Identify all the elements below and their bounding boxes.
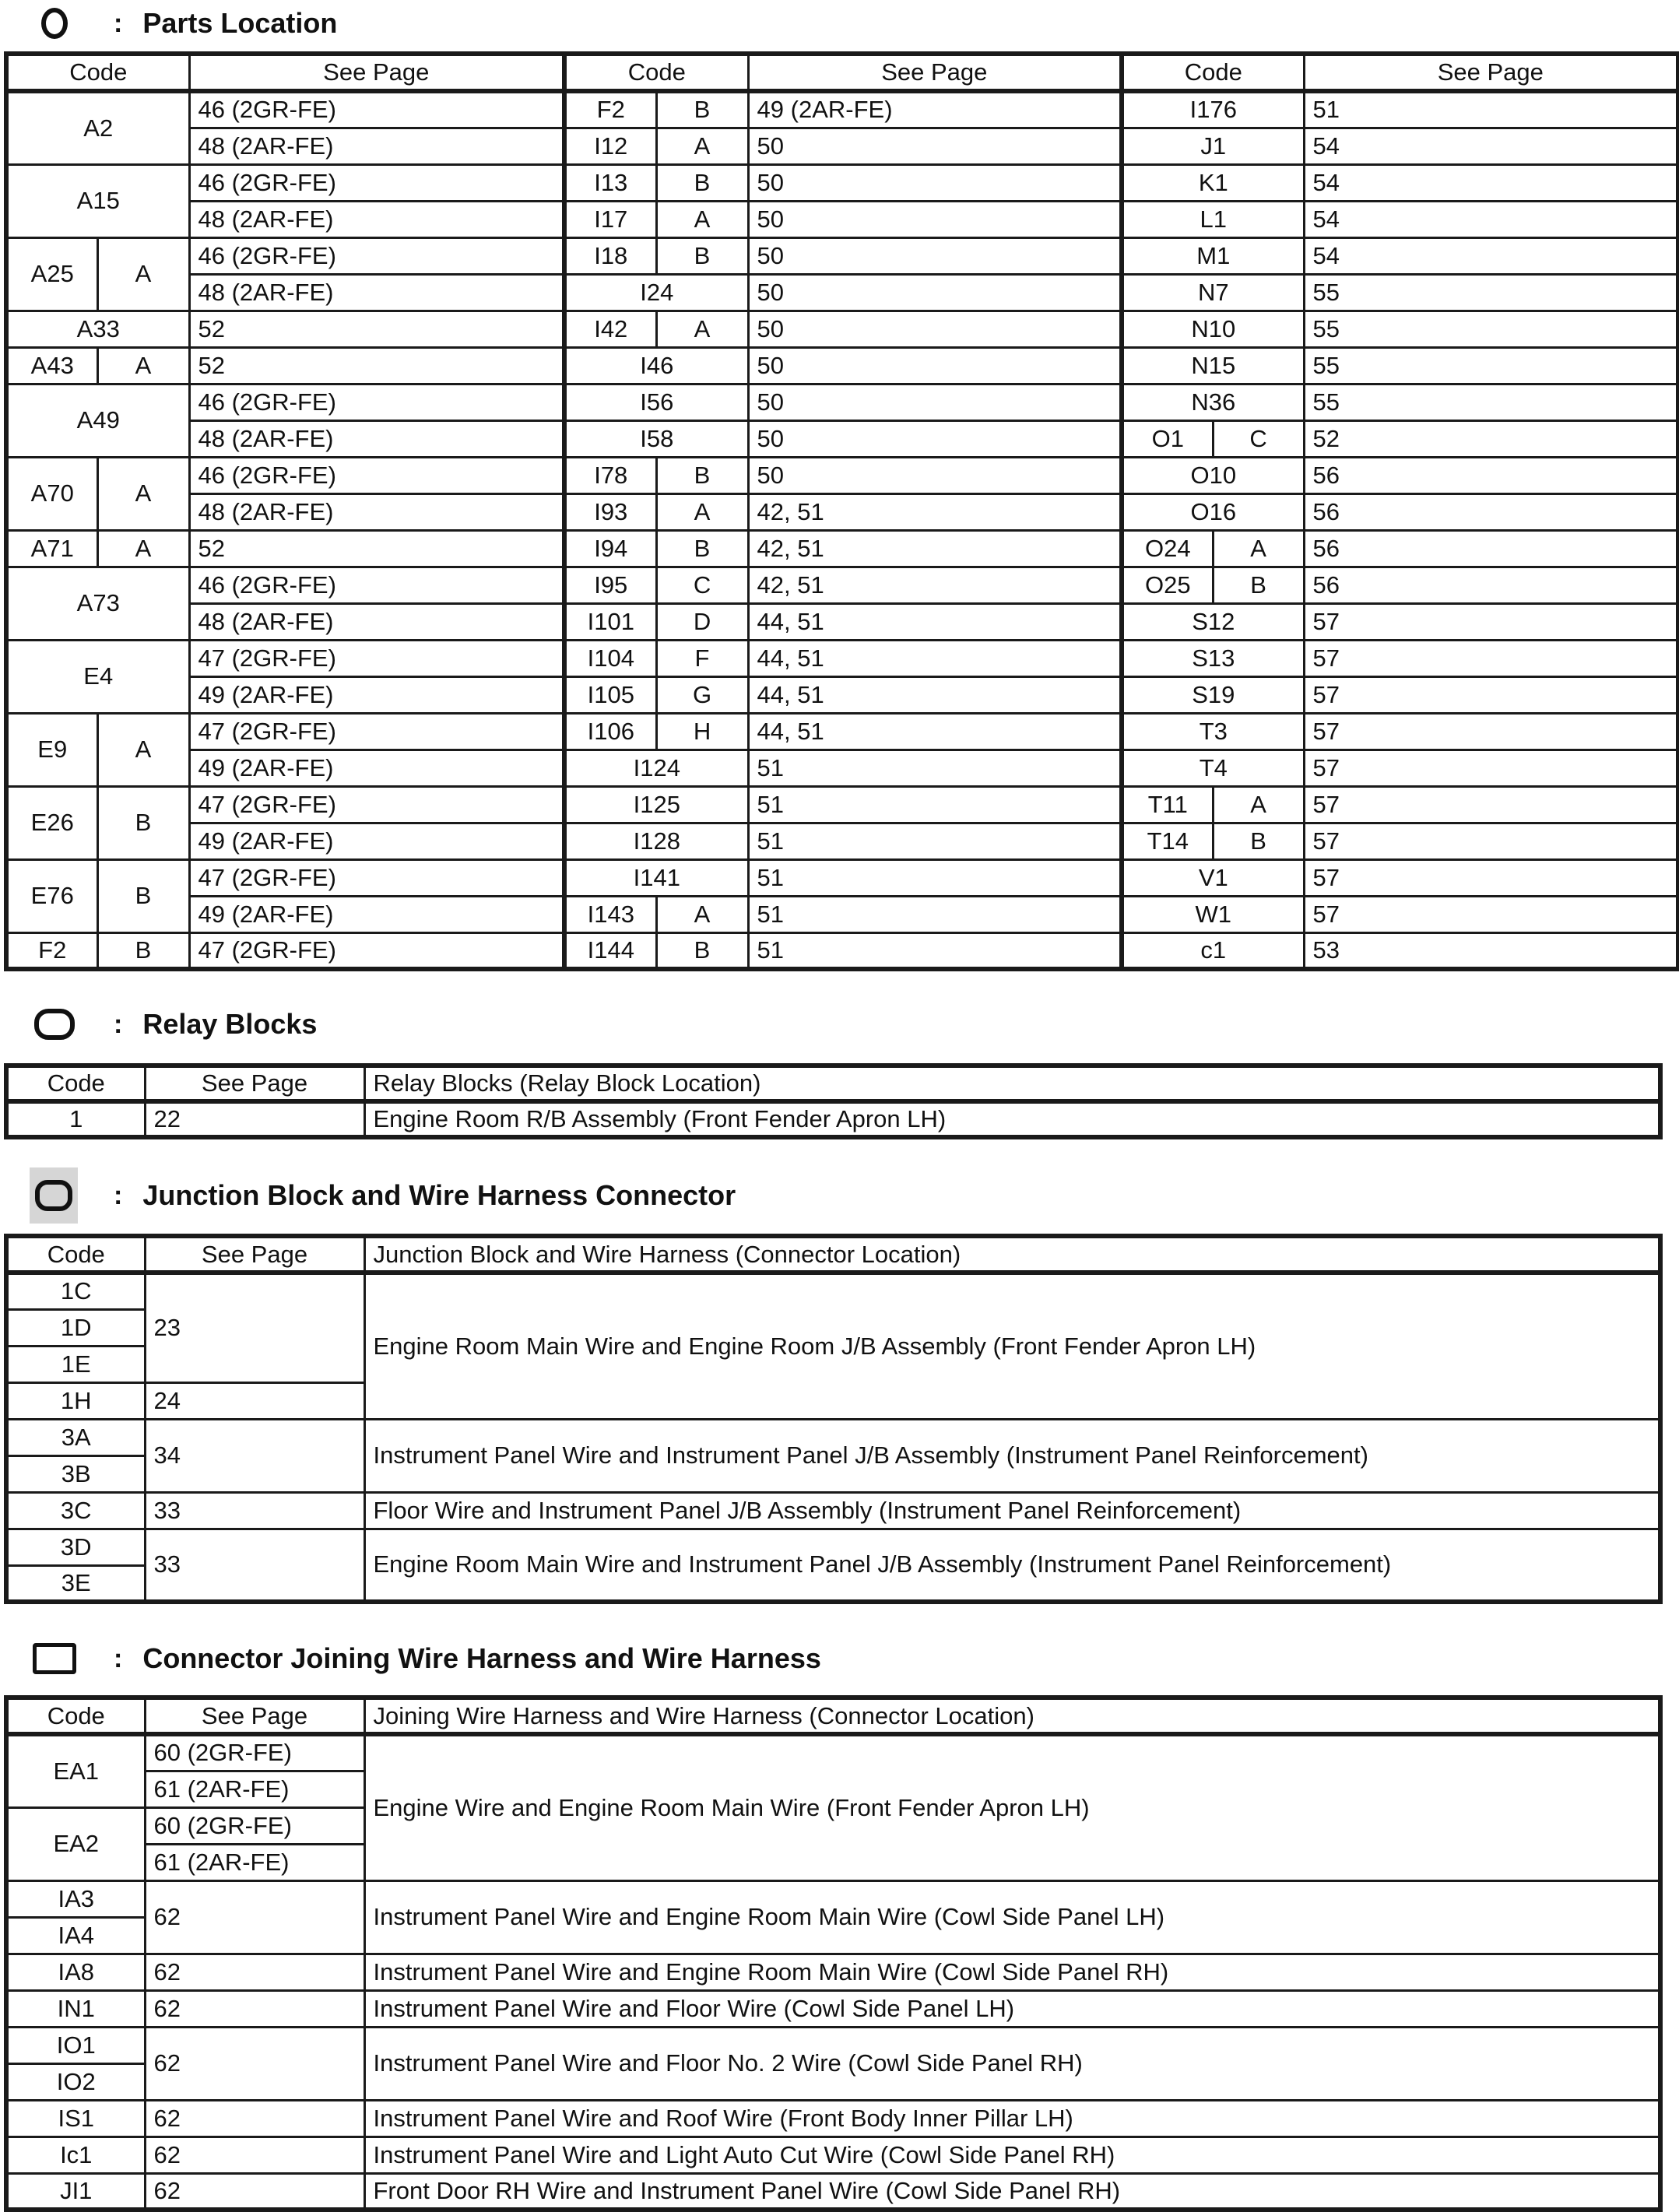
table-row: [6, 274, 1678, 311]
page-cell: 44, 51: [748, 603, 1122, 640]
code-cell: I93: [564, 493, 656, 530]
code-cell: S13: [1122, 640, 1304, 676]
connector-suffix-cell: B: [97, 932, 189, 969]
page-cell: 42, 51: [748, 530, 1122, 567]
page-cell: 62: [145, 2137, 364, 2173]
code-cell: I101: [564, 603, 656, 640]
circle-icon: [31, 2, 78, 45]
code-cell: 1E: [6, 1346, 145, 1382]
page-cell: 46 (2GR-FE): [189, 91, 564, 128]
connector-suffix-cell: A: [1213, 786, 1304, 823]
connector-suffix-cell: B: [656, 164, 748, 201]
code-cell: I95: [564, 567, 656, 603]
page-cell: 50: [748, 237, 1122, 274]
page-cell: 44, 51: [748, 640, 1122, 676]
page-cell: 56: [1304, 567, 1678, 603]
section-title: Connector Joining Wire Harness and Wire Harness: [142, 1642, 821, 1674]
table-row: [6, 347, 1678, 384]
page-cell: 57: [1304, 786, 1678, 823]
connector-suffix-cell: A: [97, 457, 189, 530]
code-cell: I125: [564, 786, 748, 823]
code-cell: A43: [6, 347, 97, 384]
code-cell: S19: [1122, 676, 1304, 713]
code-cell: O10: [1122, 457, 1304, 493]
page-cell: 33: [145, 1529, 364, 1602]
connector-suffix-cell: F: [656, 640, 748, 676]
code-cell: 3E: [6, 1565, 145, 1602]
junction-block-table: [4, 1234, 1663, 1604]
page-cell: 52: [189, 311, 564, 347]
connector-suffix-cell: A: [97, 713, 189, 786]
connector-suffix-cell: B: [656, 91, 748, 128]
page-cell: 50: [748, 201, 1122, 237]
code-cell: F2: [564, 91, 656, 128]
connector-suffix-cell: H: [656, 713, 748, 750]
connector-suffix-cell: A: [656, 201, 748, 237]
parts-location-heading: [31, 2, 337, 45]
connector-suffix-cell: B: [97, 786, 189, 859]
page-cell: 42, 51: [748, 567, 1122, 603]
code-cell: IO2: [6, 2063, 145, 2100]
page-cell: 55: [1304, 274, 1678, 311]
table-row: [6, 1990, 1660, 2027]
connector-suffix-cell: A: [97, 237, 189, 311]
page-cell: 57: [1304, 603, 1678, 640]
rounded-rect-icon: [31, 1002, 78, 1046]
page-cell: 50: [748, 347, 1122, 384]
location-cell: Instrument Panel Wire and Instrument Panel J/B Assembly (Instrument Panel Reinforcement): [364, 1419, 1660, 1492]
code-cell: A70: [6, 457, 97, 530]
page-cell: 60 (2GR-FE): [145, 1807, 364, 1844]
page-cell: 50: [748, 164, 1122, 201]
section-title: Parts Location: [142, 7, 338, 39]
col-header-code: Code: [1122, 54, 1304, 91]
connector-suffix-cell: A: [656, 311, 748, 347]
code-cell: I176: [1122, 91, 1304, 128]
page-cell: 49 (2AR-FE): [189, 896, 564, 932]
code-cell: 3B: [6, 1455, 145, 1492]
page-cell: 46 (2GR-FE): [189, 567, 564, 603]
col-header-see-page: See Page: [189, 54, 564, 91]
code-cell: O24: [1122, 530, 1213, 567]
page-cell: 57: [1304, 823, 1678, 859]
connector-suffix-cell: D: [656, 603, 748, 640]
col-header-see-page: See Page: [145, 1698, 364, 1734]
code-cell: EA1: [6, 1734, 145, 1807]
code-cell: A15: [6, 164, 189, 237]
page-cell: 47 (2GR-FE): [189, 932, 564, 969]
parts-location-table: [4, 51, 1679, 971]
col-header-see-page: See Page: [145, 1236, 364, 1273]
page-cell: 48 (2AR-FE): [189, 603, 564, 640]
code-cell: E4: [6, 640, 189, 713]
table-row: [6, 1419, 1660, 1455]
page-cell: 51: [748, 859, 1122, 896]
code-cell: I78: [564, 457, 656, 493]
page-cell: 52: [1304, 420, 1678, 457]
section-title: Junction Block and Wire Harness Connector: [142, 1179, 736, 1211]
page-cell: 42, 51: [748, 493, 1122, 530]
code-cell: S12: [1122, 603, 1304, 640]
code-cell: E9: [6, 713, 97, 786]
connector-suffix-cell: A: [656, 493, 748, 530]
page-cell: 54: [1304, 201, 1678, 237]
page-cell: 46 (2GR-FE): [189, 237, 564, 274]
page-cell: 57: [1304, 713, 1678, 750]
code-cell: I104: [564, 640, 656, 676]
page-cell: 54: [1304, 128, 1678, 164]
connector-suffix-cell: B: [656, 237, 748, 274]
junction-block-heading: [31, 1174, 736, 1217]
connector-suffix-cell: C: [656, 567, 748, 603]
page-cell: 50: [748, 457, 1122, 493]
page-cell: 49 (2AR-FE): [189, 750, 564, 786]
code-cell: JI1: [6, 2173, 145, 2210]
page-cell: 44, 51: [748, 713, 1122, 750]
code-cell: E26: [6, 786, 97, 859]
table-row: [6, 713, 1678, 750]
code-cell: I105: [564, 676, 656, 713]
connector-suffix-cell: B: [656, 530, 748, 567]
code-cell: N10: [1122, 311, 1304, 347]
code-cell: IA8: [6, 1954, 145, 1990]
page-cell: 56: [1304, 493, 1678, 530]
code-cell: K1: [1122, 164, 1304, 201]
code-cell: N36: [1122, 384, 1304, 420]
page-cell: 47 (2GR-FE): [189, 859, 564, 896]
table-row: [6, 311, 1678, 347]
page-cell: 60 (2GR-FE): [145, 1734, 364, 1771]
page-cell: 50: [748, 128, 1122, 164]
col-header-code: Code: [6, 1236, 145, 1273]
col-header-location: Junction Block and Wire Harness (Connector Location): [364, 1236, 1660, 1273]
table-row: [6, 567, 1678, 603]
table-row: [6, 128, 1678, 164]
table-row: [6, 1101, 1660, 1137]
code-cell: I144: [564, 932, 656, 969]
code-cell: IS1: [6, 2100, 145, 2137]
page-cell: 54: [1304, 237, 1678, 274]
page-cell: 48 (2AR-FE): [189, 274, 564, 311]
code-cell: I124: [564, 750, 748, 786]
page-cell: 49 (2AR-FE): [189, 823, 564, 859]
code-cell: I13: [564, 164, 656, 201]
connector-suffix-cell: A: [656, 896, 748, 932]
connector-suffix-cell: A: [1213, 530, 1304, 567]
table-row: [6, 859, 1678, 896]
code-cell: IA3: [6, 1880, 145, 1917]
page-cell: 55: [1304, 311, 1678, 347]
page-cell: 57: [1304, 640, 1678, 676]
page-cell: 55: [1304, 347, 1678, 384]
code-cell: F2: [6, 932, 97, 969]
code-cell: IA4: [6, 1917, 145, 1954]
page-cell: 48 (2AR-FE): [189, 420, 564, 457]
page-cell: 48 (2AR-FE): [189, 493, 564, 530]
code-cell: 1: [6, 1101, 145, 1137]
table-row: [6, 1734, 1660, 1771]
relay-blocks-table: [4, 1063, 1663, 1139]
page-cell: 44, 51: [748, 676, 1122, 713]
code-cell: A49: [6, 384, 189, 457]
table-row: [6, 896, 1678, 932]
page-cell: 49 (2AR-FE): [748, 91, 1122, 128]
page-cell: 22: [145, 1101, 364, 1137]
page-cell: 62: [145, 1880, 364, 1954]
code-cell: O25: [1122, 567, 1213, 603]
table-row: [6, 91, 1678, 128]
page-cell: 33: [145, 1492, 364, 1529]
location-cell: Instrument Panel Wire and Engine Room Main Wire (Cowl Side Panel RH): [364, 1954, 1660, 1990]
page-cell: 51: [748, 786, 1122, 823]
code-cell: A2: [6, 91, 189, 164]
code-cell: I42: [564, 311, 656, 347]
table-row: [6, 1492, 1660, 1529]
col-header-see-page: See Page: [145, 1066, 364, 1101]
page-cell: 61 (2AR-FE): [145, 1771, 364, 1807]
code-cell: L1: [1122, 201, 1304, 237]
table-row: [6, 420, 1678, 457]
page-cell: 46 (2GR-FE): [189, 457, 564, 493]
page-cell: 57: [1304, 750, 1678, 786]
table-row: [6, 2100, 1660, 2137]
location-cell: Front Door RH Wire and Instrument Panel Wire (Cowl Side Panel RH): [364, 2173, 1660, 2210]
code-cell: T3: [1122, 713, 1304, 750]
page-cell: 34: [145, 1419, 364, 1492]
connector-suffix-cell: B: [656, 932, 748, 969]
code-cell: I94: [564, 530, 656, 567]
square-icon: [31, 1637, 78, 1680]
code-cell: Ic1: [6, 2137, 145, 2173]
location-cell: Instrument Panel Wire and Engine Room Main Wire (Cowl Side Panel LH): [364, 1880, 1660, 1954]
page-cell: 62: [145, 1954, 364, 1990]
table-row: [6, 603, 1678, 640]
table-row: [6, 530, 1678, 567]
page-cell: 54: [1304, 164, 1678, 201]
page-cell: 52: [189, 530, 564, 567]
table-row: [6, 1529, 1660, 1565]
section-title: Relay Blocks: [142, 1008, 318, 1040]
page-cell: 47 (2GR-FE): [189, 786, 564, 823]
code-cell: M1: [1122, 237, 1304, 274]
code-cell: J1: [1122, 128, 1304, 164]
location-cell: Instrument Panel Wire and Light Auto Cut Wire (Cowl Side Panel RH): [364, 2137, 1660, 2173]
page-cell: 46 (2GR-FE): [189, 164, 564, 201]
code-cell: A71: [6, 530, 97, 567]
connector-joining-heading: [31, 1637, 821, 1680]
table-row: [6, 823, 1678, 859]
col-header-location: Relay Blocks (Relay Block Location): [364, 1066, 1660, 1101]
connector-joining-table: [4, 1695, 1663, 2212]
col-header-location: Joining Wire Harness and Wire Harness (Connector Location): [364, 1698, 1660, 1734]
table-row: [6, 1273, 1660, 1309]
code-cell: I17: [564, 201, 656, 237]
code-cell: I56: [564, 384, 748, 420]
page-cell: 53: [1304, 932, 1678, 969]
table-row: [6, 2173, 1660, 2210]
code-cell: A73: [6, 567, 189, 640]
code-cell: 1C: [6, 1273, 145, 1309]
relay-blocks-heading: [31, 1002, 317, 1046]
location-cell: Floor Wire and Instrument Panel J/B Assembly (Instrument Panel Reinforcement): [364, 1492, 1660, 1529]
code-cell: O1: [1122, 420, 1213, 457]
connector-suffix-cell: A: [656, 128, 748, 164]
connector-suffix-cell: B: [1213, 823, 1304, 859]
page-cell: 55: [1304, 384, 1678, 420]
code-cell: T11: [1122, 786, 1213, 823]
code-cell: I106: [564, 713, 656, 750]
heading-colon: :: [114, 1009, 123, 1039]
page-cell: 62: [145, 2100, 364, 2137]
page-cell: 50: [748, 311, 1122, 347]
code-cell: E76: [6, 859, 97, 932]
col-header-see-page: See Page: [748, 54, 1122, 91]
connector-suffix-cell: A: [97, 347, 189, 384]
table-row: [6, 164, 1678, 201]
page-cell: 51: [748, 932, 1122, 969]
page-cell: 49 (2AR-FE): [189, 676, 564, 713]
col-header-code: Code: [6, 1698, 145, 1734]
page-cell: 62: [145, 2027, 364, 2100]
code-cell: 3A: [6, 1419, 145, 1455]
code-cell: I12: [564, 128, 656, 164]
connector-suffix-cell: B: [97, 859, 189, 932]
connector-suffix-cell: C: [1213, 420, 1304, 457]
heading-colon: :: [114, 1643, 123, 1673]
table-row: [6, 457, 1678, 493]
page-cell: 51: [1304, 91, 1678, 128]
code-cell: I128: [564, 823, 748, 859]
page-cell: 51: [748, 750, 1122, 786]
table-row: [6, 237, 1678, 274]
code-cell: N15: [1122, 347, 1304, 384]
heading-colon: :: [114, 1180, 123, 1210]
code-cell: A25: [6, 237, 97, 311]
page-cell: 57: [1304, 859, 1678, 896]
page-cell: 57: [1304, 896, 1678, 932]
page-cell: 47 (2GR-FE): [189, 640, 564, 676]
table-row: [6, 750, 1678, 786]
table-row: [6, 786, 1678, 823]
location-cell: Engine Room Main Wire and Engine Room J/B Assembly (Front Fender Apron LH): [364, 1273, 1660, 1419]
code-cell: I18: [564, 237, 656, 274]
page-cell: 50: [748, 420, 1122, 457]
code-cell: O16: [1122, 493, 1304, 530]
page-cell: 47 (2GR-FE): [189, 713, 564, 750]
page-cell: 48 (2AR-FE): [189, 201, 564, 237]
page-cell: 23: [145, 1273, 364, 1382]
code-cell: c1: [1122, 932, 1304, 969]
page-cell: 50: [748, 384, 1122, 420]
code-cell: 1D: [6, 1309, 145, 1346]
shaded-rounded-rect-icon: [31, 1174, 78, 1217]
page-cell: 56: [1304, 457, 1678, 493]
page-cell: 52: [189, 347, 564, 384]
col-header-code: Code: [564, 54, 748, 91]
table-row: [6, 493, 1678, 530]
page-cell: 51: [748, 823, 1122, 859]
code-cell: A33: [6, 311, 189, 347]
page-cell: 62: [145, 1990, 364, 2027]
page-cell: 61 (2AR-FE): [145, 1844, 364, 1880]
code-cell: IO1: [6, 2027, 145, 2063]
page-cell: 51: [748, 896, 1122, 932]
code-cell: I46: [564, 347, 748, 384]
code-cell: I24: [564, 274, 748, 311]
location-cell: Instrument Panel Wire and Floor Wire (Cowl Side Panel LH): [364, 1990, 1660, 2027]
page-cell: 48 (2AR-FE): [189, 128, 564, 164]
code-cell: I141: [564, 859, 748, 896]
location-cell: Engine Room Main Wire and Instrument Panel J/B Assembly (Instrument Panel Reinforcement): [364, 1529, 1660, 1602]
connector-suffix-cell: G: [656, 676, 748, 713]
page-cell: 62: [145, 2173, 364, 2210]
code-cell: 3D: [6, 1529, 145, 1565]
code-cell: IN1: [6, 1990, 145, 2027]
connector-suffix-cell: A: [97, 530, 189, 567]
code-cell: N7: [1122, 274, 1304, 311]
heading-colon: :: [114, 8, 123, 38]
code-cell: I143: [564, 896, 656, 932]
table-row: [6, 1880, 1660, 1917]
col-header-see-page: See Page: [1304, 54, 1678, 91]
table-row: [6, 384, 1678, 420]
location-cell: Engine Wire and Engine Room Main Wire (Front Fender Apron LH): [364, 1734, 1660, 1880]
code-cell: 3C: [6, 1492, 145, 1529]
code-cell: W1: [1122, 896, 1304, 932]
code-cell: 1H: [6, 1382, 145, 1419]
code-cell: V1: [1122, 859, 1304, 896]
table-row: [6, 1954, 1660, 1990]
page-cell: 46 (2GR-FE): [189, 384, 564, 420]
location-cell: Engine Room R/B Assembly (Front Fender Apron LH): [364, 1101, 1660, 1137]
table-row: [6, 2137, 1660, 2173]
code-cell: EA2: [6, 1807, 145, 1880]
connector-suffix-cell: B: [656, 457, 748, 493]
page-cell: 24: [145, 1382, 364, 1419]
connector-suffix-cell: B: [1213, 567, 1304, 603]
table-row: [6, 640, 1678, 676]
code-cell: T14: [1122, 823, 1213, 859]
page-cell: 57: [1304, 676, 1678, 713]
table-row: [6, 2027, 1660, 2063]
code-cell: T4: [1122, 750, 1304, 786]
col-header-code: Code: [6, 54, 189, 91]
table-row: [6, 676, 1678, 713]
location-cell: Instrument Panel Wire and Roof Wire (Front Body Inner Pillar LH): [364, 2100, 1660, 2137]
location-cell: Instrument Panel Wire and Floor No. 2 Wire (Cowl Side Panel RH): [364, 2027, 1660, 2100]
page-cell: 56: [1304, 530, 1678, 567]
table-row: [6, 201, 1678, 237]
page-cell: 50: [748, 274, 1122, 311]
col-header-code: Code: [6, 1066, 145, 1101]
table-row: [6, 932, 1678, 969]
code-cell: I58: [564, 420, 748, 457]
